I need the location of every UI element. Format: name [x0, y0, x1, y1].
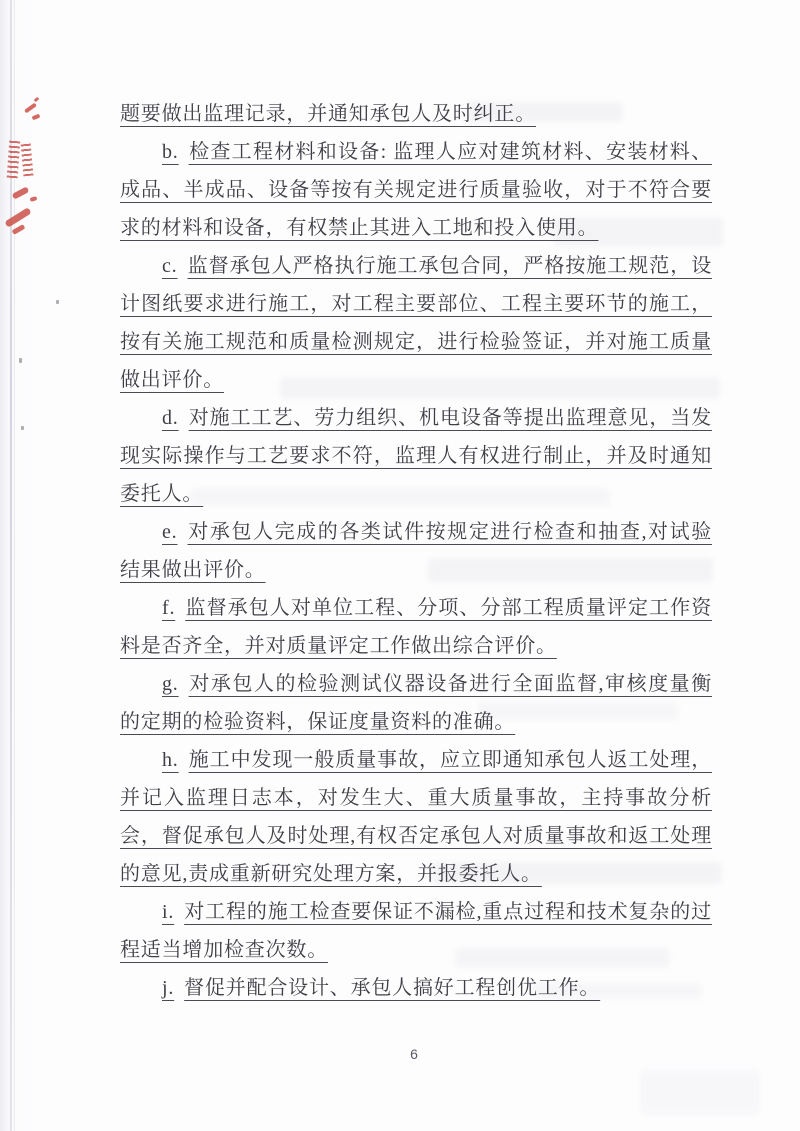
seal-stroke [12, 224, 26, 235]
seal-stroke [24, 103, 37, 114]
seal-stroke [34, 97, 40, 103]
clause-letter: j. [162, 977, 175, 999]
clause-text: 检查工程材料和设备: 监理人应对建筑材料、安装材料、成品、半成品、设备等按有关规定进行质量验收，对于不符合要求的材料和设备，有权禁止其进入工地和投入使用。 [120, 141, 712, 239]
clause-letter: b. [162, 141, 179, 163]
clause-text: 施工中发现一般质量事故，应立即通知承包人返工处理，并记入监理日志本，对发生大、重大质量事故，主持事故分析会，督促承包人及时处理,有权否定承包人对质量事故和返工处理的意见,责成重新研究处理方案，并报委托人。 [120, 749, 712, 885]
clause-letter: e. [162, 521, 178, 543]
clause-paragraph [120, 589, 712, 665]
clause-letter: c. [162, 255, 178, 277]
clause-text: 对施工工艺、劳力组织、机电设备等提出监理意见，当发现实际操作与工艺要求不符，监理人有权进行制止，并及时通知委托人。 [120, 407, 712, 505]
paragraph-continuation: 题要做出监理记录，并通知承包人及时纠正。 [120, 103, 536, 125]
clause-text: 对承包人完成的各类试件按规定进行检查和抽查,对试验结果做出评价。 [120, 521, 712, 581]
clause-paragraph [120, 399, 712, 513]
seal-glyph-column [7, 140, 21, 179]
seal-glyph-column [21, 142, 34, 177]
clause-paragraph [120, 893, 712, 969]
seal-stroke [12, 186, 30, 199]
clause-paragraph [120, 969, 712, 1007]
seal-stroke [32, 114, 41, 121]
scan-speck [19, 358, 22, 363]
red-seal-stamp-fragment [4, 90, 42, 236]
seal-stroke [30, 196, 38, 202]
clause-list [120, 133, 712, 1007]
clause-paragraph [120, 247, 712, 399]
clause-paragraph [120, 741, 712, 893]
clause-letter: g. [162, 673, 179, 695]
clause-text: 督促并配合设计、承包人搞好工程创优工作。 [184, 977, 601, 999]
clause-text: 监督承包人严格执行施工承包合同，严格按施工规范，设计图纸要求进行施工，对工程主要部位、工程主要环节的施工，按有关施工规范和质量检测规定，进行检验签证，并对施工质量做出评价。 [120, 255, 712, 391]
seal-stroke [4, 207, 31, 228]
clause-text: 监督承包人对单位工程、分项、分部工程质量评定工作资料是否齐全，并对质量评定工作做出综合评价。 [120, 597, 712, 657]
bleed-through-smudge [640, 1070, 760, 1115]
clause-text: 对承包人的检验测试仪器设备进行全面监督,审核度量衡的定期的检验资料，保证度量资料的准确。 [120, 673, 712, 733]
page-number: 6 [410, 1046, 418, 1062]
clause-paragraph [120, 133, 712, 247]
clause-paragraph [120, 513, 712, 589]
clause-letter: i. [162, 901, 175, 923]
clause-letter: f. [162, 597, 176, 619]
clause-text: 对工程的施工检查要保证不漏检,重点过程和技术复杂的过程适当增加检查次数。 [120, 901, 712, 961]
document-body [120, 95, 712, 1007]
scan-speck [56, 300, 59, 304]
clause-paragraph [120, 665, 712, 741]
clause-letter: h. [162, 749, 179, 771]
scan-speck [21, 426, 24, 430]
clause-letter: d. [162, 407, 179, 429]
